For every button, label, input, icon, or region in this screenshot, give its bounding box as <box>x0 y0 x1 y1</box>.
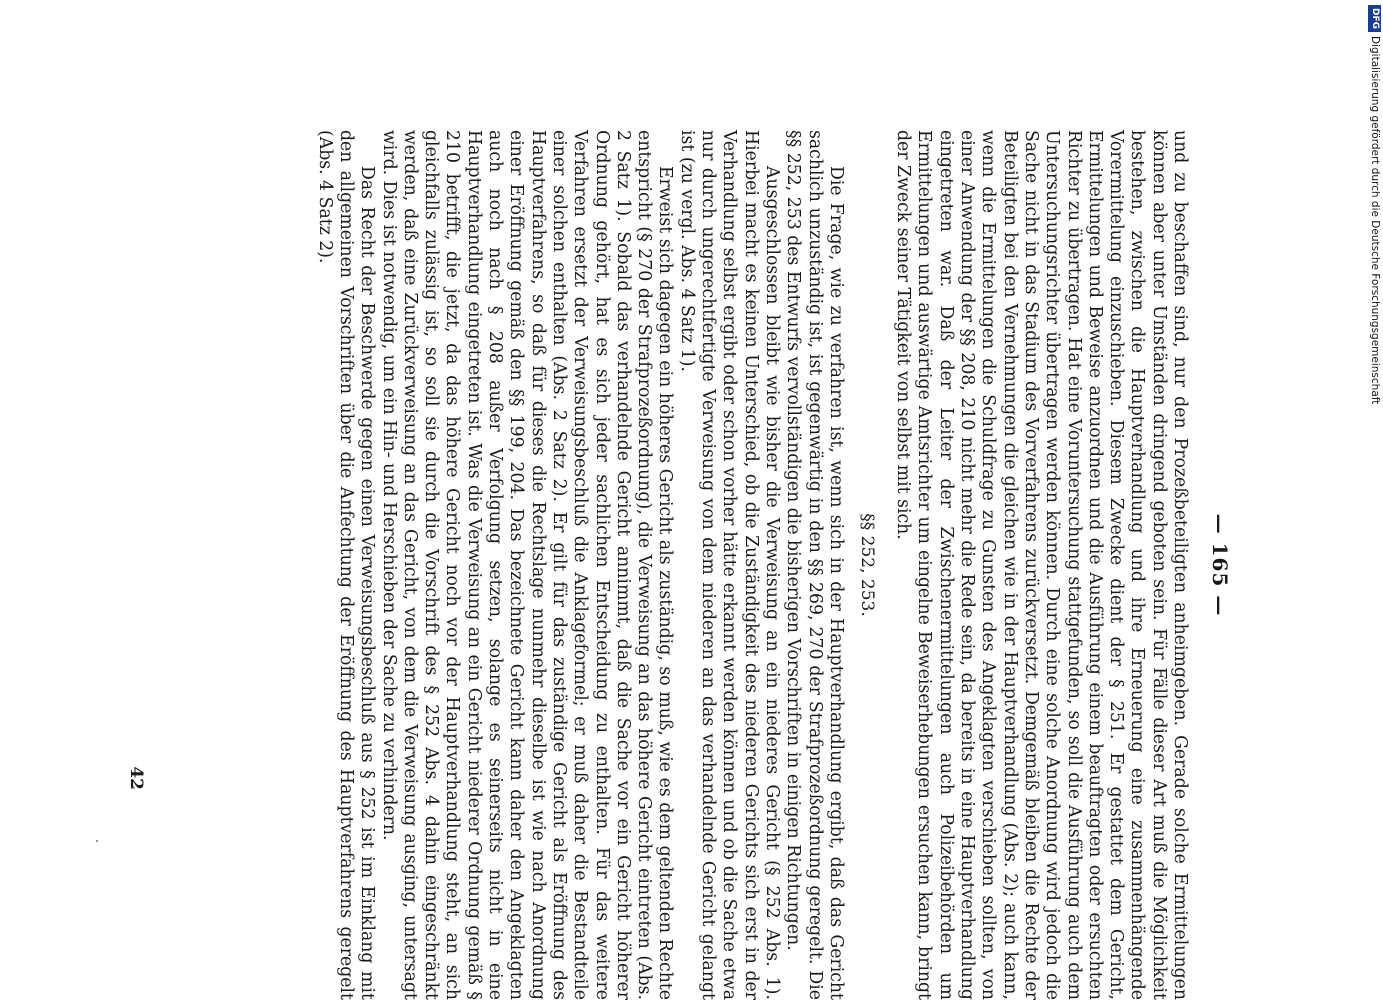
paragraph: Die Frage, wie zu verfahren ist, wenn sich in der Hauptverhandlung ergibt, daß das Gericht sachlich unzuständig ist, ist gegenwärtig in den §§ 269, 270 der Strafprozeßordnung geregelt. Die §§ 252, 253 des Entwurfs vervollständigen die bisherigen Vorschriften in einigen Richtungen. <box>783 130 846 1000</box>
funding-notice <box>1367 5 1383 685</box>
paragraph-continued: und zu beschaffen sind, nur den Prozeßbeteiligten anheimgeben. Gerade solche Ermittelungen können aber unter Umständen dringend geboten sein. Für Fälle dieser Art muß die Möglichkeit bestehen, zwischen die Hauptverhandlung und ihre Erneuerung eine zusammenhängende Vorermittelung einzuschieben. Diesem Zwecke dient der § 251. Er gestattet dem Gericht, Ermittelungen und Beweise anzuordnen und die Ausführung einem beauftragten oder ersuchten Richter zu übertragen. Hat eine Voruntersuchung stattgefunden, so soll die Ausführung auch dem Untersuchungsrichter übertragen werden können. Durch eine solche Anordnung wird jedoch die Sache nicht in das Stadium des Vorverfahrens zurückversetzt. Demgemäß bleiben die Rechte der Beteiligten bei den Vernehmungen die gleichen wie in der Hauptverhandlung (Abs. 2); auch kann, wenn die Ermittelungen die Schuldfrage zu Gunsten des Angeklagten verschieben sollten, von einer Anwendung der §§ 208, 210 nicht mehr die Rede sein, da bereits in eine Hauptverhandlung eingetreten war. Daß der Leiter der Zwischenermittelungen auch Polizeibehörden um Ermittelungen und auswärtige Amtsrichter um eingelne Beweiserhebungen ersuchen kann, bringt der Zweck seiner Tätigkeit von selbst mit sich. <box>893 130 1190 1000</box>
paragraph: Ausgeschlossen bleibt wie bisher die Verweisung an ein niederes Gericht (§ 252 Abs. 1). Hierbei macht es keinen Unterschied, ob die Zuständigkeit des niederen Gerichts sich erst in der Verhandlung selbst ergibt oder schon vorher hätte erkannt werden können und ob die Sache etwa nur durch ungerechtfertigte Verweisung von dem niederen an das verhandelnde Gericht gelangt ist (zu vergl. Abs. 4 Satz 1). <box>676 130 782 1000</box>
paragraph: Erweist sich dagegen ein höheres Gericht als zuständig, so muß, wie es dem geltenden Rechte entspricht (§ 270 der Strafprozeßordnung), die Verweisung an das höhere Gericht eintreten (Abs. 2 Satz 1). Sobald das verhandelnde Gericht annimmt, daß die Sache vor ein Gericht höherer Ordnung gehört, hat es sich jeder sachlichen Entscheidung zu enthalten. Für das weitere Verfahren ersetzt der Verweisungsbeschluß die Anklageformel; er muß daher die Bestandteile einer solchen enthalten (Abs. 2 Satz 2). Er gilt für das zuständige Gericht als Eröffnung des Hauptverfahrens, so daß für dieses die Rechtslage nunmehr dieselbe ist wie nach Anordnung einer Eröffnung gemäß den §§ 199, 204. Das bezeichnete Gericht kann daher den Angeklagten auch noch nach § 208 außer Verfolgung setzen, solange es seinerseits nicht in eine Hauptverhandlung eingetreten ist. Was die Verweisung an ein Gericht niederer Ordnung gemäß § 210 betrifft, die jetzt, da das höhere Gericht noch vor der Hauptverhandlung steht, an sich gleichfalls zulässig ist, so soll sie durch die Vorschrift des § 252 Abs. 4 dahin eingeschränkt werden, daß eine Zurückverweisung an das Gericht, von dem die Verweisung ausging, untersagt wird. Dies ist notwendig, um ein Hin- und Herschieben der Sache zu verhindern. <box>378 130 676 1000</box>
section-heading: §§ 252, 253. <box>856 513 877 617</box>
dfg-logo: DFG <box>1369 5 1382 32</box>
scan-speck <box>96 840 98 842</box>
paragraph: Das Recht der Beschwerde gegen einen Verweisungsbeschluß aus § 252 ist im Einklang mit den allgemeinen Vorschriften über die Anfechtung der Eröffnung des Hauptverfahrens geregelt (Abs. 4 Satz 2). <box>314 130 378 1000</box>
signature-mark: 42 <box>126 766 146 790</box>
funding-text: Digitalisierung gefördert durch die Deutsche Forschungsgemeinschaft <box>1369 36 1381 405</box>
page-number: — 165 — <box>1208 513 1232 617</box>
document-page <box>126 130 1240 1000</box>
